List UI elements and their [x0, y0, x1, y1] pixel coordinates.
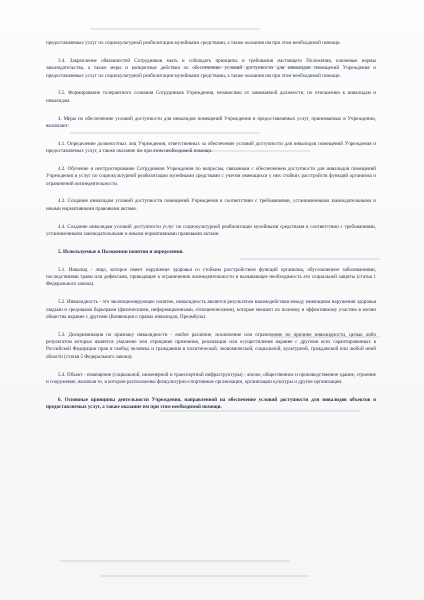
document-body [46, 40, 376, 412]
section-heading-5: 5. Используемые в Положении понятия и определения. [58, 248, 184, 255]
section-heading-6: 6. Основные принципы деятельности Учреждения, направленной на обеспечение условий доступности для инвалидов объектов и предоставляемых услуг, а также оказание им при этом необходимой помощи. [46, 396, 376, 411]
paragraph-3-5: 3.5. Формирование толерантного сознания Сотрудников Учреждения, независимо от занимаемой должности, по отношению к инвалидам и инвалидам. [46, 90, 376, 104]
paragraph-4-1: 4.1. Определение должностных лиц Учреждения, ответственных за обеспечение условий доступности для инвалидов помещений Учреждения и предоставляемых услуг, а также оказание им при этом необходимой помощи. [46, 140, 376, 155]
paragraph-4-4: 4.4. Создание инвалидам условий доступности услуг по социокультурной реабилитации музейными средствами в соответствии с требованиями, установленными законодательными и иными нормативными правовыми актами. [46, 223, 376, 237]
paragraph-4: 4. Меры по обеспечению условий доступности для инвалидов помещений Учреждения и предоставляемых услуг, принимаемых в Учреждении, включают: [46, 115, 376, 129]
paragraph-intro: предоставляемых услуг по социокультурной реабилитации музейными средствами, а также оказания им при этом необходимой помощи. [46, 40, 341, 46]
paragraph-4-2: 4.2. Обучение и инструктирование Сотрудников Учреждения по вопросам, связанным с обеспечением доступности для инвалидов помещений Учреждения и услуг по социокультурной реабилитации музейными средствами с учетом имеющихся у них стойких расстройств функций организма и ограничений жизнедеятельности. [46, 165, 376, 187]
paragraph-5-3: 5.3. Дискриминация по признаку инвалидности - любое различие, исключение или ограничение по причине инвалидности, целью либо результатом которых является умаление или отрицание признания, реализации или осуществления наравне с другими всех гарантированных в Российской Федерации прав и свобод человека и гражданина в политической, экономической, социальной, культурной, гражданской или любой иной области (статья 5 Федерального закона). [46, 331, 376, 360]
paragraph-5-2: 5.2. Инвалидность - это эволюционирующее понятие, инвалидность является результатом взаимодействия между имеющими нарушения здоровья людьми и средовыми барьерами (физическими, информационными, отношенческими), которые мешают их полному и эффективному участию в жизни общества наравне с другими (Конвенция о правах инвалидов, Преамбула). [46, 299, 376, 320]
paragraph-5-4: 5.4. Объект - помещение (социальной, инженерной и транспортной инфраструктуры) - жилое, общественное и производственное здание, строение и сооружение, включая то, в котором расположены физкультурно-спортивные организации, организации культуры и другие организации. [46, 371, 376, 385]
paragraph-5-1: 5.1. Инвалид - лицо, которое имеет нарушение здоровья со стойким расстройством функций организма, обусловленное заболеваниями, последствиями травм или дефектами, приводящее к ограничению жизнедеятельности и вызывающее необходимость его социальной защиты (статья 1 Федерального закона). [46, 266, 376, 288]
paragraph-4-3: 4.3. Создание инвалидам условий доступности помещений Учреждения в соответствии с требованиями, установленными законодательными и иными нормативными правовыми актами. [46, 198, 376, 212]
paragraph-3-4: 3.4. Закрепление обязанностей Сотрудников знать и соблюдать принципы и требования настоящего Положения, ключевые нормы законодательства, а также меры и конкретные действия по обеспечению условий доступности для инвалидов помещений Учреждения и предоставляемых услуг по социокультурной реабилитации музейными средствами, а также оказания им при этом необходимой помощи. [46, 57, 376, 79]
